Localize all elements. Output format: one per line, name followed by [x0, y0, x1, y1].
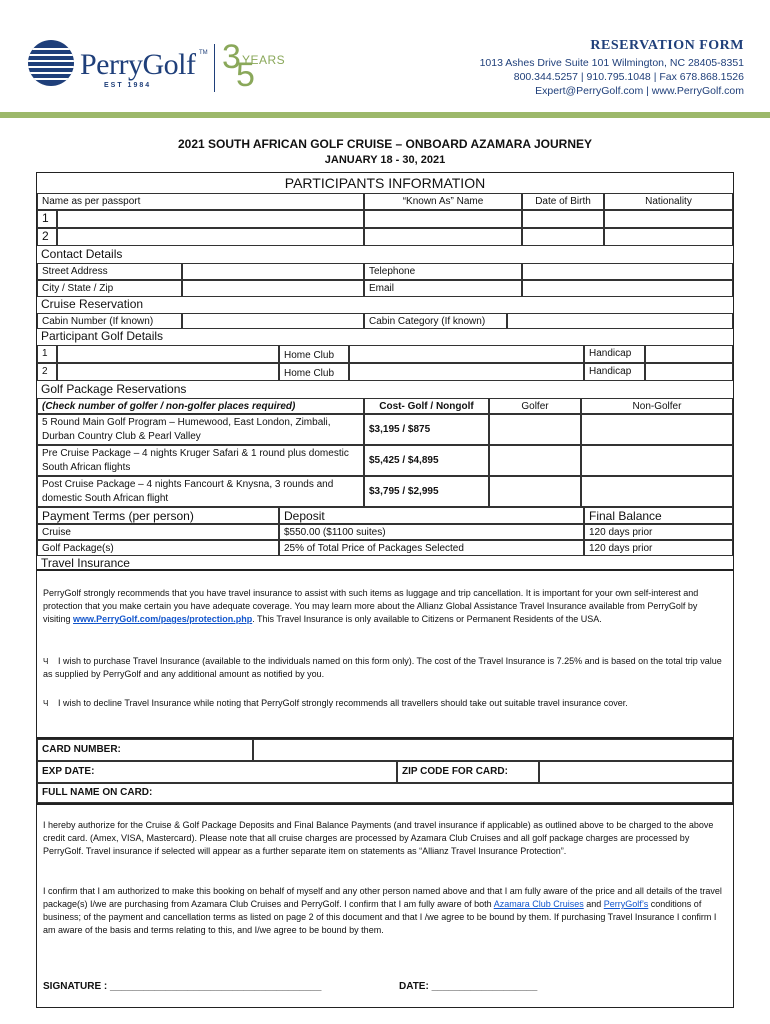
document-dates: JANUARY 18 - 30, 2021	[324, 154, 446, 166]
package-2-golfer-field[interactable]	[489, 445, 581, 476]
participant-2-dob-field[interactable]	[522, 228, 604, 246]
telephone-field[interactable]	[522, 263, 733, 280]
confirm-text-a: I confirm that I am authorized to make this booking on behalf of myself and any other person named above and that I am fully aware of the price and all details of the travel package(s) I/we are purchasing from Azamara Club Cruises and PerryGolf. I confirm that I am fully aware of both	[43, 886, 722, 909]
cabin-category-label: Cabin Category (If known)	[364, 313, 507, 329]
cabin-category-field[interactable]	[507, 313, 733, 329]
handicap-2-label: Handicap	[584, 363, 645, 381]
deposit-heading: Deposit	[279, 507, 584, 524]
participant-2-name-field[interactable]	[57, 228, 364, 246]
golf-final: 120 days prior	[584, 540, 733, 556]
full-name-label: FULL NAME ON CARD:	[37, 783, 733, 803]
package-3-cost: $3,795 / $2,995	[364, 476, 489, 507]
package-3-name: Post Cruise Package – 4 nights Fancourt & Knysna, 3 rounds and domestic South African flight	[37, 476, 364, 507]
participant-row-2-num: 2	[37, 228, 57, 246]
contact-heading: Contact Details	[41, 247, 123, 261]
home-club-1-field[interactable]	[349, 345, 584, 363]
brand-name: PerryGolf	[80, 48, 196, 81]
confirm-text-and: and	[583, 899, 604, 909]
package-3-non-golfer-field[interactable]	[581, 476, 733, 507]
participants-heading: PARTICIPANTS INFORMATION	[284, 175, 486, 191]
col-known-as: “Known As” Name	[364, 193, 522, 210]
document-title: 2021 SOUTH AFRICAN GOLF CRUISE – ONBOARD AZAMARA JOURNEY	[177, 137, 593, 151]
decline-insurance-text: I wish to decline Travel Insurance while noting that PerryGolf strongly recommends all travellers should take out suitable travel insurance cover.	[58, 698, 628, 708]
company-phones: 800.344.5257 | 910.795.1048 | Fax 678.868.1526	[513, 71, 744, 83]
street-field[interactable]	[182, 263, 364, 280]
participant-2-nationality-field[interactable]	[604, 228, 733, 246]
participant-1-nationality-field[interactable]	[604, 210, 733, 228]
col-cost: Cost- Golf / Nongolf	[364, 398, 489, 414]
company-address: 1013 Ashes Drive Suite 101 Wilmington, NC 28405-8351	[479, 57, 744, 69]
date-line[interactable]: DATE: ___________________	[399, 981, 538, 992]
home-club-1-label: Home Club	[279, 345, 349, 363]
insurance-text-a: PerryGolf strongly recommends that you have travel insurance to assist with such items as luggage and trip cancellation. It is important for your own self-interest and protection that you make certain you have adequate coverage. You may learn more about the Allianz Global Assistance Travel Insurance available from PerryGolf by visiting	[43, 588, 699, 624]
card-number-field[interactable]	[253, 739, 733, 761]
card-number-label: CARD NUMBER:	[37, 739, 253, 761]
package-1-non-golfer-field[interactable]	[581, 414, 733, 445]
protection-link[interactable]: www.PerryGolf.com/pages/protection.php	[73, 614, 253, 624]
city-label: City / State / Zip	[37, 280, 182, 297]
col-nationality: Nationality	[604, 193, 733, 210]
handicap-1-label: Handicap	[584, 345, 645, 363]
package-1-name: 5 Round Main Golf Program – Humewood, East London, Zimbali, Durban Country Club & Pearl Valley	[37, 414, 364, 445]
anniversary-digit-5: 5	[236, 56, 255, 94]
col-dob: Date of Birth	[522, 193, 604, 210]
col-passport-name: Name as per passport	[37, 193, 364, 210]
insurance-box	[36, 570, 734, 738]
insurance-heading: Travel Insurance	[41, 556, 130, 570]
golf-2-name-field[interactable]	[57, 363, 279, 381]
participant-1-dob-field[interactable]	[522, 210, 604, 228]
package-2-name: Pre Cruise Package – 4 nights Kruger Safari & 1 round plus domestic South African flights	[37, 445, 364, 476]
cruise-deposit: $550.00 ($1100 suites)	[279, 524, 584, 540]
package-1-golfer-field[interactable]	[489, 414, 581, 445]
decline-insurance-option[interactable]	[43, 697, 727, 710]
payment-cruise-label: Cruise	[37, 524, 279, 540]
header-rule	[0, 112, 770, 118]
home-club-2-field[interactable]	[349, 363, 584, 381]
logo-globe-icon	[28, 40, 74, 86]
azamara-link[interactable]: Azamara Club Cruises	[493, 899, 584, 909]
logo-divider	[214, 44, 215, 92]
trademark: TM	[199, 50, 208, 56]
participant-2-known-as-field[interactable]	[364, 228, 522, 246]
authorization-box	[36, 804, 734, 1008]
insurance-text-b: . This Travel Insurance is only available to Citizens or Permanent Residents of the USA.	[252, 614, 602, 624]
package-3-golfer-field[interactable]	[489, 476, 581, 507]
golf-row-1-num: 1	[37, 345, 57, 363]
cruise-heading: Cruise Reservation	[41, 297, 144, 311]
decline-checkbox-icon[interactable]: Ч	[43, 699, 49, 708]
anniversary-digit-3: 3	[222, 38, 241, 76]
handicap-1-field[interactable]	[645, 345, 733, 363]
purchase-insurance-option[interactable]	[43, 655, 727, 681]
package-2-cost: $5,425 / $4,895	[364, 445, 489, 476]
package-2-non-golfer-field[interactable]	[581, 445, 733, 476]
exp-date-label: EXP DATE:	[37, 761, 397, 783]
reservation-form-table	[36, 172, 734, 570]
authorization-paragraph-1: I hereby authorize for the Cruise & Golf Package Deposits and Final Balance Payments (and travel insurance if applicable) as outlined above to be charged to the above credit card. (Amex, VISA, Mastercard). Please note that all cruise charges are processed by Azamara Club Cruises and all golf package charges are processed by PerryGolf. Travel insurance if selected will appear as a further separate item on statements as “Allianz Travel Insurance Protection”.	[43, 820, 714, 856]
telephone-label: Telephone	[364, 263, 522, 280]
city-field[interactable]	[182, 280, 364, 297]
zip-code-field[interactable]	[539, 761, 733, 783]
participant-1-known-as-field[interactable]	[364, 210, 522, 228]
packages-heading: Golf Package Reservations	[41, 382, 187, 396]
final-balance-heading: Final Balance	[584, 507, 733, 524]
email-label: Email	[364, 280, 522, 297]
authorization-paragraph-2	[43, 885, 727, 937]
handicap-2-field[interactable]	[645, 363, 733, 381]
payment-heading: Payment Terms (per person)	[37, 507, 279, 524]
col-non-golfer: Non-Golfer	[581, 398, 733, 414]
golf-row-2-num: 2	[37, 363, 57, 381]
form-title: RESERVATION FORM	[590, 38, 744, 53]
col-golfer: Golfer	[489, 398, 581, 414]
purchase-checkbox-icon[interactable]: Ч	[43, 657, 49, 666]
golf-1-name-field[interactable]	[57, 345, 279, 363]
email-field[interactable]	[522, 280, 733, 297]
cruise-final: 120 days prior	[584, 524, 733, 540]
street-label: Street Address	[37, 263, 182, 280]
packages-instruction: (Check number of golfer / non-golfer places required)	[37, 398, 364, 414]
cabin-number-field[interactable]	[182, 313, 364, 329]
payment-golf-label: Golf Package(s)	[37, 540, 279, 556]
insurance-paragraph	[43, 587, 727, 626]
card-details-table	[36, 738, 734, 804]
purchase-insurance-text: I wish to purchase Travel Insurance (available to the individuals named on this form only). The cost of the Travel Insurance is 7.25% and is based on the total trip value as supplied by PerryGolf and any additional amount as notified by you.	[43, 656, 722, 679]
golf-deposit: 25% of Total Price of Packages Selected	[279, 540, 584, 556]
anniversary-label: YEARS	[242, 53, 286, 67]
zip-code-label: ZIP CODE FOR CARD:	[397, 761, 539, 783]
participant-1-name-field[interactable]	[57, 210, 364, 228]
package-1-cost: $3,195 / $875	[364, 414, 489, 445]
confirm-text-b: conditions of business; of the payment and cancellation terms as listed on page 2 of this document and that I /we agree to be bound by them. If purchasing Travel Insurance I confirm I am aware of the basis and terms relating to this, and I/we agree to be bound by them.	[43, 899, 717, 935]
established-year: EST 1984	[104, 82, 152, 89]
signature-line[interactable]: SIGNATURE : ______________________________________	[43, 981, 322, 992]
cabin-number-label: Cabin Number (If known)	[37, 313, 182, 329]
home-club-2-label: Home Club	[279, 363, 349, 381]
golf-details-heading: Participant Golf Details	[41, 329, 164, 343]
company-contact: Expert@PerryGolf.com | www.PerryGolf.com	[535, 85, 744, 97]
perrygolf-link[interactable]: PerryGolf’s	[603, 899, 649, 909]
participant-row-1-num: 1	[37, 210, 57, 228]
